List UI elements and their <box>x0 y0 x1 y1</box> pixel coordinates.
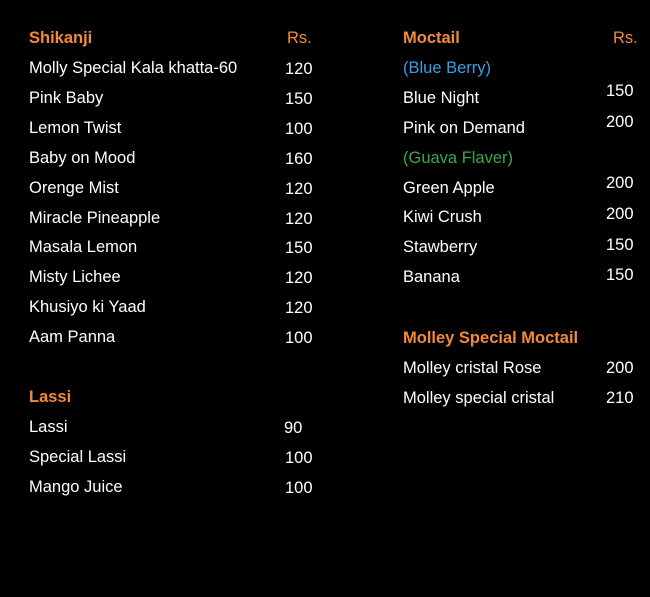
menu-item-name: Banana <box>403 268 460 286</box>
menu-item-price: 100 <box>285 449 313 467</box>
menu-item-price: 150 <box>285 90 313 108</box>
menu-item-price: 120 <box>285 180 313 198</box>
menu-item-price: 100 <box>285 120 313 138</box>
menu-item-price: 200 <box>606 174 634 192</box>
menu-item-price: 160 <box>285 150 313 168</box>
moctail-price-header: Rs. <box>613 29 638 47</box>
menu-item-price: 150 <box>285 239 313 257</box>
menu-item-price: 90 <box>284 419 303 437</box>
menu-item-name: Baby on Mood <box>29 149 136 167</box>
menu-item-name: Molley special cristal <box>403 389 555 407</box>
menu-item-price: 120 <box>285 269 313 287</box>
menu-item-price: 200 <box>606 205 634 223</box>
menu-item-price: 200 <box>606 359 634 377</box>
moctail-heading: Moctail <box>403 29 460 47</box>
menu-item-name: Molly Special Kala khatta-60 <box>29 59 238 77</box>
shikanji-heading: Shikanji <box>29 29 93 47</box>
shikanji-price-header: Rs. <box>287 29 312 47</box>
lassi-heading: Lassi <box>29 388 72 406</box>
menu-item-name: Miracle Pineapple <box>29 209 161 227</box>
menu-item-price: 150 <box>606 266 634 284</box>
menu-item-name: Blue Night <box>403 89 480 107</box>
group-label-guava-flaver: (Guava Flaver) <box>403 149 514 167</box>
menu-item-price: 120 <box>285 299 313 317</box>
menu-item-name: Kiwi Crush <box>403 208 482 226</box>
menu-item-price: 100 <box>285 329 313 347</box>
menu-item-name: Khusiyo ki Yaad <box>29 298 146 316</box>
menu-item-name: Green Apple <box>403 179 495 197</box>
menu-item-name: Orenge Mist <box>29 179 119 197</box>
menu-item-name: Misty Lichee <box>29 268 121 286</box>
menu-item-name: Special Lassi <box>29 448 127 466</box>
menu-item-price: 100 <box>285 479 313 497</box>
menu-item-price: 200 <box>606 113 634 131</box>
group-label-blue-berry: (Blue Berry) <box>403 59 492 77</box>
menu-item-price: 150 <box>606 82 634 100</box>
menu-item-price: 150 <box>606 236 634 254</box>
menu-item-price: 210 <box>606 389 634 407</box>
menu-item-name: Molley cristal Rose <box>403 359 542 377</box>
molley-special-heading: Molley Special Moctail <box>403 329 579 347</box>
menu-item-name: Masala Lemon <box>29 238 138 256</box>
menu-item-name: Lemon Twist <box>29 119 122 137</box>
menu-item-name: Pink Baby <box>29 89 104 107</box>
menu-item-name: Aam Panna <box>29 328 116 346</box>
menu-item-name: Lassi <box>29 418 68 436</box>
menu-item-name: Stawberry <box>403 238 478 256</box>
menu-item-name: Mango Juice <box>29 478 123 496</box>
menu-item-price: 120 <box>285 60 313 78</box>
menu-item-price: 120 <box>285 210 313 228</box>
menu-item-name: Pink on Demand <box>403 119 525 137</box>
